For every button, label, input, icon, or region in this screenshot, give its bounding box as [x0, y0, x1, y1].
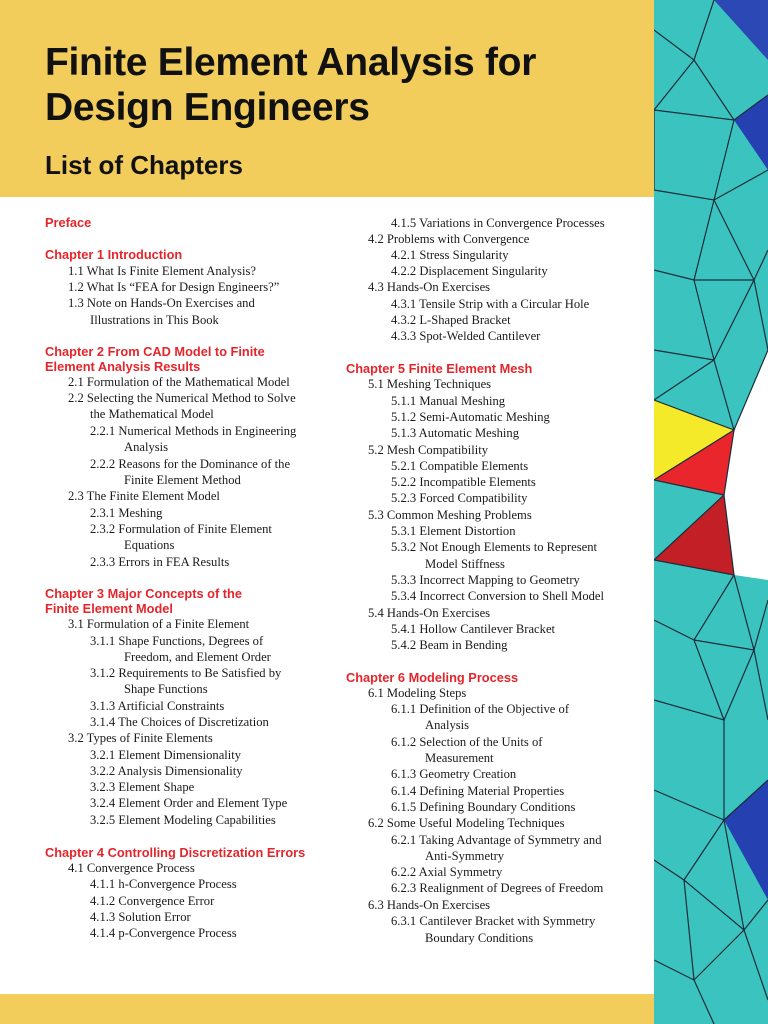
- toc-entry[interactable]: 4.1.3 Solution Error: [90, 910, 191, 924]
- toc-entry[interactable]: 2.2 Selecting the Numerical Method to Solve: [68, 391, 296, 405]
- toc-entry[interactable]: 5.2.1 Compatible Elements: [391, 459, 529, 473]
- toc-entry[interactable]: 6.1.2 Selection of the Units of: [391, 735, 543, 749]
- toc-entry[interactable]: 6.1 Modeling Steps: [368, 686, 467, 700]
- toc-entry-cont: Illustrations in This Book: [90, 313, 219, 327]
- toc-entry[interactable]: 3.2.1 Element Dimensionality: [90, 748, 242, 762]
- toc-entry[interactable]: 5.4 Hands-On Exercises: [368, 606, 491, 620]
- toc-entry[interactable]: 2.3.3 Errors in FEA Results: [90, 555, 230, 569]
- toc-preface[interactable]: Preface: [45, 215, 92, 230]
- toc-entry-cont: Boundary Conditions: [425, 931, 534, 945]
- toc-entry[interactable]: 5.1.2 Semi-Automatic Meshing: [391, 410, 550, 424]
- toc-entry[interactable]: 6.2.3 Realignment of Degrees of Freedom: [391, 881, 604, 895]
- toc-entry[interactable]: 2.3 The Finite Element Model: [68, 489, 220, 503]
- toc-entry[interactable]: 3.2.4 Element Order and Element Type: [90, 796, 288, 810]
- toc-entry[interactable]: 4.3.3 Spot-Welded Cantilever: [391, 329, 541, 343]
- toc-entry-cont: Model Stiffness: [425, 557, 505, 571]
- toc-entry[interactable]: 5.3.2 Not Enough Elements to Represent: [391, 540, 598, 554]
- toc-entry[interactable]: 3.2.3 Element Shape: [90, 780, 195, 794]
- toc-entry[interactable]: 2.3.1 Meshing: [90, 506, 163, 520]
- toc-entry-cont: Analysis: [124, 440, 169, 454]
- toc-entry[interactable]: 6.3 Hands-On Exercises: [368, 898, 491, 912]
- toc-entry[interactable]: 3.2.2 Analysis Dimensionality: [90, 764, 243, 778]
- chapter-1-heading[interactable]: Chapter 1 Introduction: [45, 247, 183, 262]
- toc-entry[interactable]: 1.1 What Is Finite Element Analysis?: [68, 264, 256, 278]
- chapter-3-heading-cont[interactable]: Finite Element Model: [45, 601, 173, 616]
- toc-entry[interactable]: 4.2.1 Stress Singularity: [391, 248, 509, 262]
- subtitle: List of Chapters: [45, 150, 243, 180]
- toc-entry[interactable]: 4.3 Hands-On Exercises: [368, 280, 491, 294]
- chapter-2-heading-cont[interactable]: Element Analysis Results: [45, 359, 201, 374]
- toc-entry[interactable]: 5.2 Mesh Compatibility: [368, 443, 488, 457]
- toc-entry[interactable]: 4.3.2 L-Shaped Bracket: [391, 313, 511, 327]
- toc-entry[interactable]: 4.1.1 h-Convergence Process: [90, 877, 237, 891]
- toc-entry[interactable]: 6.2.1 Taking Advantage of Symmetry and: [391, 833, 602, 847]
- toc-entry[interactable]: 5.1.3 Automatic Meshing: [391, 426, 520, 440]
- toc-entry[interactable]: 2.1 Formulation of the Mathematical Model: [68, 375, 290, 389]
- toc-entry[interactable]: 5.2.2 Incompatible Elements: [391, 475, 536, 489]
- toc-entry-cont: the Mathematical Model: [90, 407, 214, 421]
- toc-entry[interactable]: 5.2.3 Forced Compatibility: [391, 491, 528, 505]
- toc-entry[interactable]: 2.2.1 Numerical Methods in Engineering: [90, 424, 297, 438]
- toc-entry[interactable]: 5.3.3 Incorrect Mapping to Geometry: [391, 573, 580, 587]
- toc-entry-cont: Finite Element Method: [124, 473, 241, 487]
- toc-entry[interactable]: 5.1.1 Manual Meshing: [391, 394, 506, 408]
- toc-entry[interactable]: 5.4.1 Hollow Cantilever Bracket: [391, 622, 556, 636]
- toc-entry[interactable]: 4.1.4 p-Convergence Process: [90, 926, 237, 940]
- toc-entry[interactable]: 6.2.2 Axial Symmetry: [391, 865, 503, 879]
- toc-entry[interactable]: 5.3.1 Element Distortion: [391, 524, 516, 538]
- toc-entry[interactable]: 4.2.2 Displacement Singularity: [391, 264, 548, 278]
- title-line-2: Design Engineers: [45, 86, 370, 129]
- toc-entry[interactable]: 6.1.5 Defining Boundary Conditions: [391, 800, 576, 814]
- toc-entry[interactable]: 4.3.1 Tensile Strip with a Circular Hole: [391, 297, 590, 311]
- header-band: [0, 0, 654, 197]
- toc-entry-cont: Freedom, and Element Order: [124, 650, 271, 664]
- toc-entry[interactable]: 5.4.2 Beam in Bending: [391, 638, 508, 652]
- toc-entry[interactable]: 1.3 Note on Hands-On Exercises and: [68, 296, 255, 310]
- toc-entry[interactable]: 6.1.1 Definition of the Objective of: [391, 702, 570, 716]
- toc-entry[interactable]: 6.1.4 Defining Material Properties: [391, 784, 565, 798]
- toc-entry[interactable]: 3.1.3 Artificial Constraints: [90, 699, 225, 713]
- toc-entry[interactable]: 2.2.2 Reasons for the Dominance of the: [90, 457, 291, 471]
- footer-band: [0, 994, 654, 1024]
- toc-entry-cont: Anti-Symmetry: [425, 849, 505, 863]
- toc-entry[interactable]: 5.1 Meshing Techniques: [368, 377, 492, 391]
- toc-entry[interactable]: 2.3.2 Formulation of Finite Element: [90, 522, 272, 536]
- toc-entry-cont: Measurement: [425, 751, 494, 765]
- toc-entry[interactable]: 6.3.1 Cantilever Bracket with Symmetry: [391, 914, 596, 928]
- toc-entry[interactable]: 1.2 What Is “FEA for Design Engineers?”: [68, 280, 280, 294]
- toc-entry[interactable]: 3.1.2 Requirements to Be Satisfied by: [90, 666, 282, 680]
- toc-entry[interactable]: 5.3 Common Meshing Problems: [368, 508, 532, 522]
- toc-entry[interactable]: 4.1.2 Convergence Error: [90, 894, 215, 908]
- chapter-4-heading[interactable]: Chapter 4 Controlling Discretization Errors: [45, 845, 306, 860]
- toc-entry-cont: Analysis: [425, 718, 470, 732]
- chapter-5-heading[interactable]: Chapter 5 Finite Element Mesh: [346, 361, 533, 376]
- toc-entry[interactable]: 6.2 Some Useful Modeling Techniques: [368, 816, 565, 830]
- chapter-6-heading[interactable]: Chapter 6 Modeling Process: [346, 670, 519, 685]
- toc-entry[interactable]: 4.2 Problems with Convergence: [368, 232, 530, 246]
- chapter-3-heading[interactable]: Chapter 3 Major Concepts of the: [45, 586, 242, 601]
- toc-entry[interactable]: 3.2.5 Element Modeling Capabilities: [90, 813, 276, 827]
- page-title: [45, 40, 645, 130]
- toc-entry[interactable]: 4.1 Convergence Process: [68, 861, 195, 875]
- toc-entry[interactable]: 3.1.1 Shape Functions, Degrees of: [90, 634, 264, 648]
- toc-entry[interactable]: 6.1.3 Geometry Creation: [391, 767, 517, 781]
- toc-entry[interactable]: 3.1.4 The Choices of Discretization: [90, 715, 269, 729]
- toc-entry[interactable]: 5.3.4 Incorrect Conversion to Shell Model: [391, 589, 605, 603]
- toc-entry[interactable]: 3.1 Formulation of a Finite Element: [68, 617, 250, 631]
- mesh-illustration: [654, 0, 768, 1024]
- chapter-2-heading[interactable]: Chapter 2 From CAD Model to Finite: [45, 344, 265, 359]
- toc-entry-cont: Shape Functions: [124, 682, 208, 696]
- title-line-1: Finite Element Analysis for: [45, 41, 537, 84]
- toc-entry[interactable]: 4.1.5 Variations in Convergence Processes: [391, 216, 605, 230]
- toc-entry-cont: Equations: [124, 538, 175, 552]
- toc-entry[interactable]: 3.2 Types of Finite Elements: [68, 731, 213, 745]
